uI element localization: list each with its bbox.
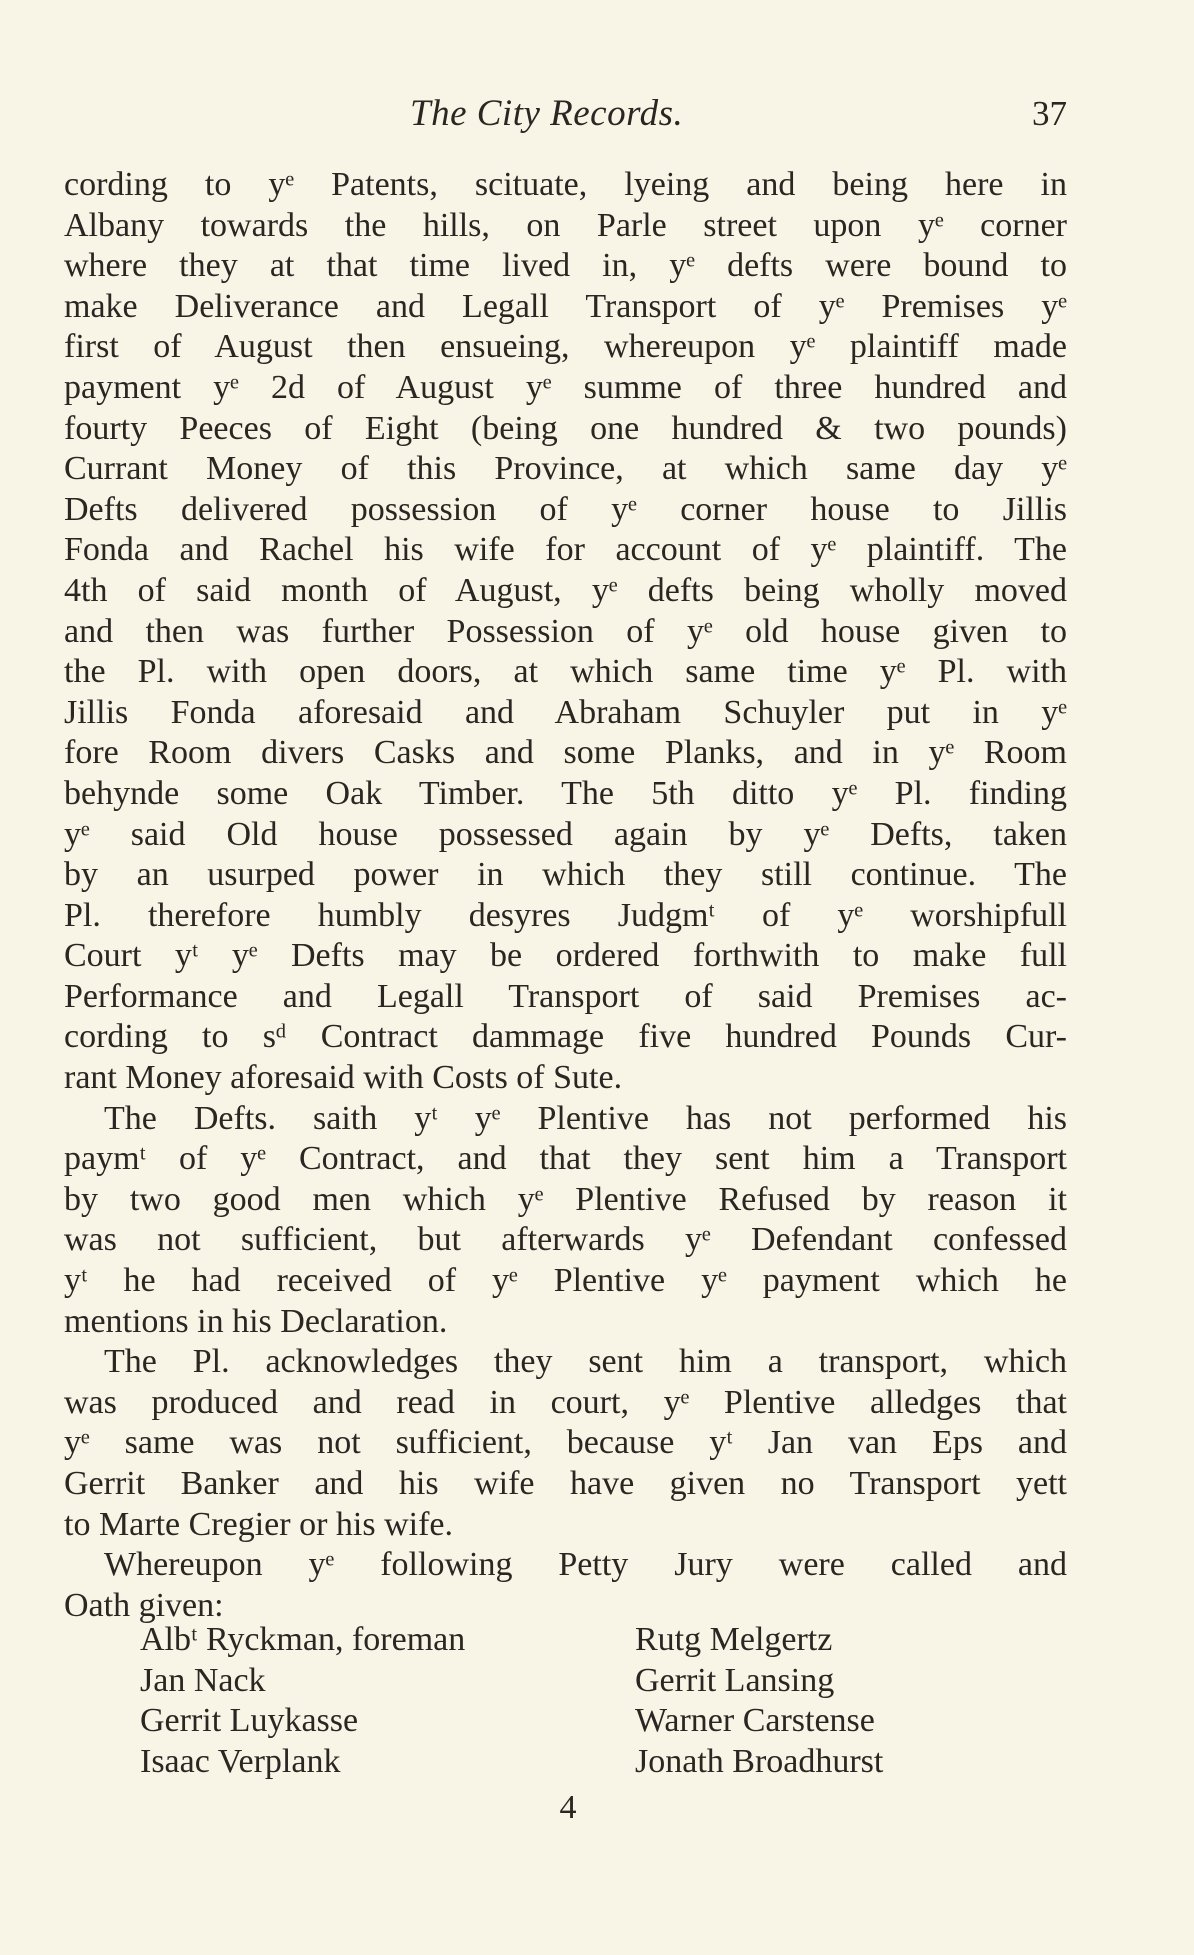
text-line: Gerrit Banker and his wife have given no Transport yett xyxy=(64,1465,1067,1502)
juror-name: Rutg Melgertz xyxy=(635,1621,833,1658)
jury-row xyxy=(140,1701,1040,1742)
page-number: 37 xyxy=(1032,94,1067,133)
running-title: The City Records. xyxy=(410,93,684,134)
text-line: Court yᵗ yᵉ Defts may be ordered forthwith to make full xyxy=(64,937,1067,975)
text-line: where they at that time lived in, yᵉ defts were bound to xyxy=(64,247,1067,285)
signature-mark: 4 xyxy=(559,1789,577,1826)
text-line: yᵉ same was not sufficient, because yᵗ Jan van Eps and xyxy=(64,1424,1067,1462)
juror-name: Isaac Verplank xyxy=(140,1742,341,1780)
text-line: paymᵗ of yᵉ Contract, and that they sent him a Transport xyxy=(64,1140,1067,1178)
text-line: first of August then ensueing, whereupon yᵉ plaintiff made xyxy=(64,328,1067,366)
text-line: behynde some Oak Timber. The 5th ditto yᵉ Pl. finding xyxy=(64,774,1067,812)
text-line: yᵉ said Old house possessed again by yᵉ Defts, taken xyxy=(64,815,1067,853)
juror-name: Jan Nack xyxy=(140,1661,266,1699)
text-line: cording to sᵈ Contract dammage five hundred Pounds Cur- xyxy=(64,1018,1067,1056)
text-line: make Deliverance and Legall Transport of yᵉ Premises yᵉ xyxy=(64,287,1067,325)
text-line: was not sufficient, but afterwards yᵉ Defendant confessed xyxy=(64,1221,1067,1259)
body-text xyxy=(64,165,1067,1626)
juror-name: Albᵗ Ryckman, foreman xyxy=(140,1621,466,1658)
text-line: The Pl. acknowledges they sent him a transport, which xyxy=(104,1343,1067,1381)
text-line: Defts delivered possession of yᵉ corner house to Jillis xyxy=(64,490,1067,528)
text-line: and then was further Possession of yᵉ old house given to xyxy=(64,612,1067,650)
text-line: Performance and Legall Transport of said Premises ac- xyxy=(64,977,1067,1015)
text-line: Jillis Fonda aforesaid and Abraham Schuyler put in yᵉ xyxy=(64,693,1067,731)
jury-row xyxy=(140,1620,1040,1661)
text-line: was produced and read in court, yᵉ Plentive alledges that xyxy=(64,1383,1067,1421)
text-line: 4th of said month of August, yᵉ defts being wholly moved xyxy=(64,571,1067,609)
text-line: payment yᵉ 2d of August yᵉ summe of three hundred and xyxy=(64,368,1067,406)
text-line: rant Money aforesaid with Costs of Sute. xyxy=(64,1059,623,1097)
text-line: The Defts. saith yᵗ yᵉ Plentive has not performed his xyxy=(104,1099,1067,1137)
juror-name: Gerrit Luykasse xyxy=(140,1702,359,1740)
jury-row xyxy=(140,1742,1040,1783)
text-line: Currant Money of this Province, at which same day yᵉ xyxy=(64,450,1067,488)
juror-name: Jonath Broadhurst xyxy=(635,1742,884,1780)
text-line: Pl. therefore humbly desyres Judgmᵗ of yᵉ worshipfull xyxy=(64,896,1067,934)
text-line: yᵗ he had received of yᵉ Plentive yᵉ payment which he xyxy=(64,1262,1067,1300)
text-line: cording to yᵉ Patents, scituate, lyeing and being here in xyxy=(64,166,1067,203)
text-line: Fonda and Rachel his wife for account of yᵉ plaintiff. The xyxy=(64,531,1067,569)
jury-list xyxy=(140,1620,1040,1782)
text-line: Whereupon yᵉ following Petty Jury were called and xyxy=(104,1546,1067,1584)
text-line: fore Room divers Casks and some Planks, and in yᵉ Room xyxy=(64,734,1067,772)
text-line: to Marte Cregier or his wife. xyxy=(64,1505,453,1543)
juror-name: Gerrit Lansing xyxy=(635,1661,835,1699)
text-line: Oath given: xyxy=(64,1586,224,1624)
juror-name: Warner Carstense xyxy=(635,1702,875,1740)
text-line: fourty Peeces of Eight (being one hundred & two pounds) xyxy=(64,409,1067,447)
text-line: by two good men which yᵉ Plentive Refused by reason it xyxy=(64,1180,1067,1218)
text-line: Albany towards the hills, on Parle street upon yᵉ corner xyxy=(64,206,1067,244)
text-line: mentions in his Declaration. xyxy=(64,1302,448,1340)
jury-row xyxy=(140,1661,1040,1702)
text-line: the Pl. with open doors, at which same time yᵉ Pl. with xyxy=(64,653,1067,691)
text-line: by an usurped power in which they still continue. The xyxy=(64,856,1067,894)
